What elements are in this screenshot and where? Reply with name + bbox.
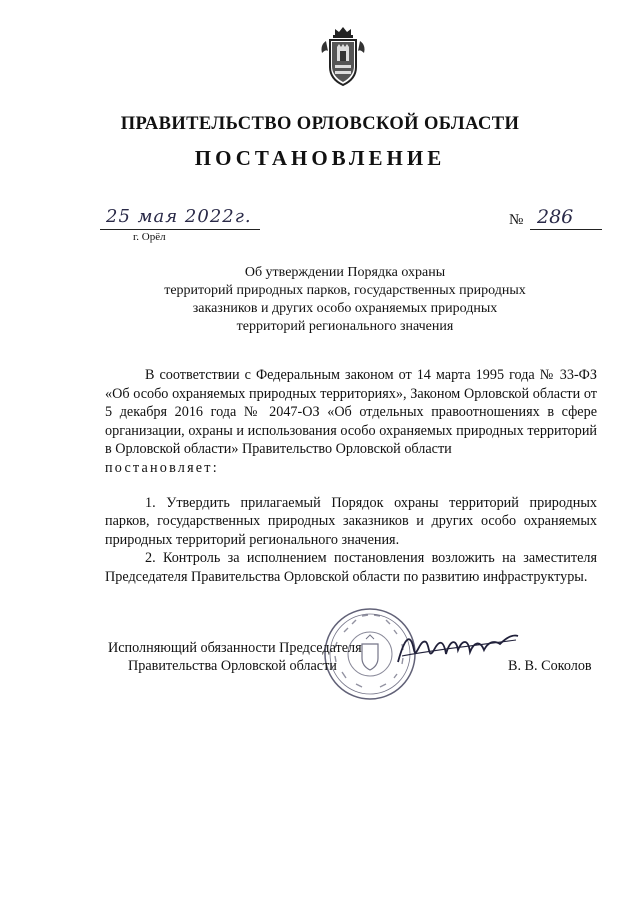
coat-of-arms-icon <box>318 25 368 89</box>
preamble-paragraph: В соответствии с Федеральным законом от 14 марта 1995 года № 33-ФЗ «Об особо охраняемых природных территориях», Законом Орловской области от 5 декабря 2016 года № 2047-ОЗ «Об отдельных правоотношениях в сфере организации, охраны и использования особо охраняемых природных территорий в Орловской области» Правительство Орловской области <box>105 367 597 458</box>
document-body <box>105 366 597 587</box>
subject-line: Об утверждении Порядка охраны <box>244 265 446 280</box>
signatory-name: В. В. Соколов <box>508 658 592 674</box>
government-title: ПРАВИТЕЛЬСТВО ОРЛОВСКОЙ ОБЛАСТИ <box>120 114 520 134</box>
number-label: № <box>509 212 524 228</box>
date-underline <box>100 229 260 230</box>
resolves-word: постановляет: <box>105 459 219 476</box>
signatory-position-line1: Исполняющий обязанности Председателя <box>108 640 362 656</box>
subject-line: территорий регионального значения <box>236 319 454 334</box>
signatory-position-line2: Правительства Орловской области <box>128 658 337 674</box>
signature-icon <box>392 620 524 672</box>
city-label: г. Орёл <box>133 231 166 243</box>
resolution-item-1: 1. Утвердить прилагаемый Порядок охраны территорий природных парков, государственных природных заказников и других особо охраняемых природных территорий регионального значения. <box>105 494 597 548</box>
resolution-item-2: 2. Контроль за исполнением постановления возложить на заместителя Председателя Правительства Орловской области по развитию инфраструктуры. <box>105 550 597 585</box>
subject-line: заказников и других особо охраняемых природных <box>192 301 498 316</box>
handwritten-signature <box>392 620 524 672</box>
coat-of-arms-emblem <box>318 25 368 89</box>
document-subject <box>150 264 540 336</box>
handwritten-date: 25 мая 2022г. <box>106 206 252 227</box>
number-underline <box>530 229 602 230</box>
handwritten-number: 286 <box>537 206 574 228</box>
subject-line: территорий природных парков, государственных природных <box>164 283 526 298</box>
document-type-title: ПОСТАНОВЛЕНИЕ <box>194 146 446 170</box>
